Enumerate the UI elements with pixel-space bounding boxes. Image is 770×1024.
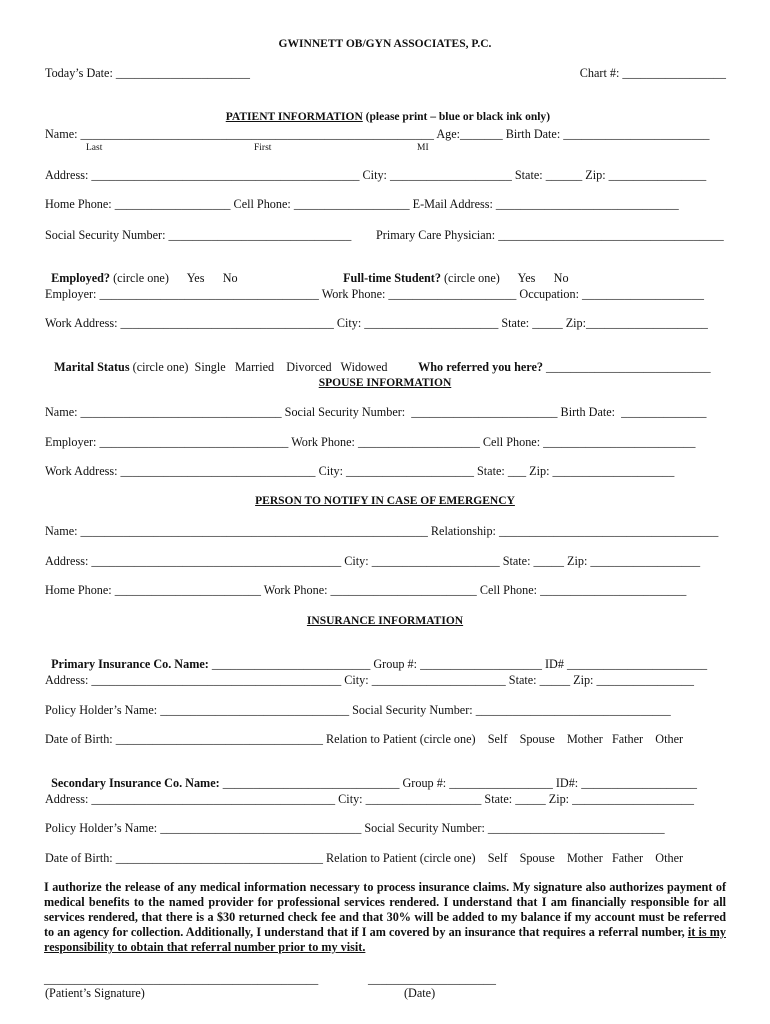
primary-dob-relation-field[interactable]: Date of Birth: __________________________________ Relation to Patient (circle one) Self Spouse Mother Father Other [45,732,684,746]
employed-options[interactable]: (circle one) Yes No [110,271,238,285]
secondary-insurance-blanks[interactable]: _____________________________ Group #: _________________ ID#: ___________________ [219,776,698,790]
authorization-underlined-text: it is my responsibility to obtain that referral number prior to my visit. [44,925,726,954]
secondary-insurance-label: Secondary Insurance Co. Name: [51,776,220,790]
emergency-phones-field[interactable]: Home Phone: ________________________ Work Phone: ________________________ Cell Phone: ________________________ [45,583,687,597]
marital-status-question[interactable] [48,346,387,374]
marital-status-options[interactable]: (circle one) Single Married Divorced Widowed [129,360,388,374]
referred-by-field[interactable] [412,346,711,374]
sublabel-mi: MI [417,143,429,153]
secondary-insurance-field[interactable] [45,762,697,790]
student-options[interactable]: (circle one) Yes No [440,271,569,285]
patient-signature-label: (Patient’s Signature) [45,986,145,1000]
primary-policy-holder-field[interactable]: Policy Holder’s Name: _______________________________ Social Security Number: ________________________________ [45,703,671,717]
patient-name-field[interactable]: Name: __________________________________________________________ Age:_______ Birth Date: ________________________ [45,127,710,141]
patient-phones-field[interactable]: Home Phone: ___________________ Cell Phone: ___________________ E-Mail Address: ______________________________ [45,197,679,211]
emergency-address-field[interactable]: Address: _________________________________________ City: _____________________ State: _____ Zip: __________________ [45,554,701,568]
sublabel-last: Last [86,143,103,153]
insurance-info-heading: INSURANCE INFORMATION [306,615,464,627]
patient-work-address-field[interactable]: Work Address: ___________________________________ City: ______________________ State: _____ Zip:____________________ [45,316,708,330]
emergency-contact-heading: PERSON TO NOTIFY IN CASE OF EMERGENCY [255,495,515,507]
spouse-info-heading: SPOUSE INFORMATION [318,377,452,389]
patient-info-note: (please print – blue or black ink only) [362,111,551,123]
signature-date-label: (Date) [404,986,436,1000]
student-question[interactable] [337,257,569,285]
primary-insurance-label: Primary Insurance Co. Name: [51,657,209,671]
primary-insurance-blanks[interactable]: __________________________ Group #: ____________________ ID# _______________________ [208,657,708,671]
patient-ssn-field[interactable]: Social Security Number: ______________________________ [45,228,352,242]
employed-label: Employed? [51,271,111,285]
referred-by-blank[interactable]: ___________________________ [543,360,711,374]
patient-signature-line[interactable]: _____________________________________________ [44,972,319,986]
patient-info-heading [0,96,770,124]
spouse-work-address-field[interactable]: Work Address: ________________________________ City: _____________________ State: ___ Zip: ____________________ [45,464,675,478]
form-title: GWINNETT OB/GYN ASSOCIATES, P.C. [278,38,492,50]
student-label: Full-time Student? [343,271,441,285]
primary-care-physician-field[interactable]: Primary Care Physician: _____________________________________ [376,228,724,242]
secondary-policy-holder-field[interactable]: Policy Holder’s Name: _________________________________ Social Security Number: _____________________________ [45,821,665,835]
sublabel-first: First [254,143,272,153]
secondary-dob-relation-field[interactable]: Date of Birth: __________________________________ Relation to Patient (circle one) Self Spouse Mother Father Other [45,851,684,865]
todays-date-field[interactable]: Today’s Date: ______________________ [45,66,250,80]
referred-by-label: Who referred you here? [418,360,543,374]
patient-employer-field[interactable]: Employer: ____________________________________ Work Phone: _____________________ Occupation: ____________________ [45,287,704,301]
secondary-insurance-address-field[interactable]: Address: ________________________________________ City: ___________________ State: _____ Zip: ____________________ [45,792,694,806]
emergency-name-field[interactable]: Name: _________________________________________________________ Relationship: ____________________________________ [45,524,719,538]
patient-info-title: PATIENT INFORMATION [225,111,363,123]
spouse-employer-field[interactable]: Employer: _______________________________ Work Phone: ____________________ Cell Phone: _________________________ [45,435,696,449]
patient-address-field[interactable]: Address: ____________________________________________ City: ____________________ State: ______ Zip: ________________ [45,168,707,182]
chart-number-field[interactable]: Chart #: _________________ [579,66,726,80]
authorization-text: I authorize the release of any medical information necessary to process insurance claims. My signature also authorizes payment of medical benefits to the named provider for professional services rendered. I understand that I am financially responsible for all services rendered, that there is a $30 returned check fee and that 30% will be added to my balance if my account must be referred to an agency for collection. Additionally, I understand that if I am covered by an insurance that requires a referral number, [44,880,726,939]
signature-date-line[interactable]: _____________________ [368,972,496,986]
marital-status-label: Marital Status [54,360,130,374]
primary-insurance-address-field[interactable]: Address: _________________________________________ City: ______________________ State: _____ Zip: ________________ [45,673,694,687]
authorization-paragraph [44,880,726,955]
primary-insurance-field[interactable] [45,643,707,671]
spouse-name-field[interactable]: Name: _________________________________ Social Security Number: ________________________ Birth Date: ______________ [45,405,707,419]
employed-question[interactable] [45,257,238,285]
